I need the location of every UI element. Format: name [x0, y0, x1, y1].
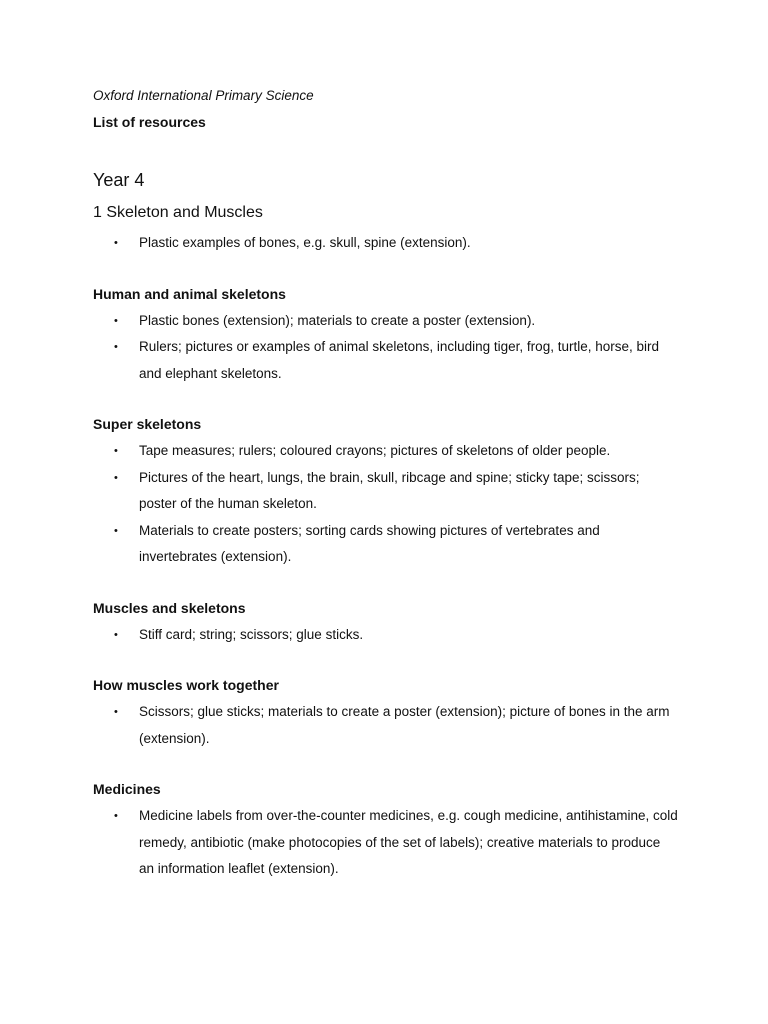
list-item [93, 230, 679, 257]
section-list [93, 803, 693, 883]
list-item [93, 334, 679, 387]
list-item [93, 465, 679, 518]
list-item-text: Plastic bones (extension); materials to create a poster (extension). [139, 312, 536, 328]
section-list [93, 622, 693, 649]
document-title: List of resources [93, 114, 206, 130]
section-heading-muscles-and-skeletons: Muscles and skeletons [93, 599, 246, 616]
section-list [93, 699, 693, 752]
bullet-icon: • [114, 237, 118, 249]
series-name: Oxford International Primary Science [93, 88, 314, 103]
list-item [93, 622, 679, 649]
year-heading: Year 4 [93, 170, 145, 190]
section-list [93, 438, 693, 571]
list-item-text: Medicine labels from over-the-counter medicines, e.g. cough medicine, antihistamine, cold remedy, antibiotic (make photocopies of the set of labels); creative materials to produce an information leaflet (extension). [139, 808, 678, 876]
intro-list [93, 230, 693, 257]
section-heading-super-skeletons: Super skeletons [93, 416, 202, 432]
bullet-icon: • [114, 445, 118, 457]
list-item [93, 699, 679, 752]
section-heading-how-muscles-work-together: How muscles work together [93, 677, 279, 693]
list-item-text: Plastic examples of bones, e.g. skull, spine (extension). [139, 235, 471, 250]
list-item-text: Scissors; glue sticks; materials to create a poster (extension); picture of bones in the arm (extension). [139, 704, 670, 746]
list-item [93, 308, 679, 335]
bullet-icon: • [114, 628, 118, 641]
list-item [93, 518, 679, 571]
bullet-icon: • [114, 810, 118, 822]
list-item-text: Stiff card; string; scissors; glue sticks. [139, 626, 364, 642]
bullet-icon: • [114, 471, 118, 484]
list-item [93, 803, 679, 883]
section-list [93, 308, 693, 388]
list-item-text: Rulers; pictures or examples of animal skeletons, including tiger, frog, turtle, horse, bird and elephant skeletons. [139, 339, 659, 381]
list-item-text: Tape measures; rulers; coloured crayons; pictures of skeletons of older people. [139, 443, 611, 458]
bullet-icon: • [114, 314, 118, 327]
section-heading-medicines: Medicines [93, 781, 161, 797]
list-item [93, 438, 679, 465]
list-item-text: Pictures of the heart, lungs, the brain, skull, ribcage and spine; sticky tape; scissors; poster of the human skeleton. [139, 469, 640, 511]
section-heading-human-and-animal-skeletons: Human and animal skeletons [93, 285, 286, 302]
bullet-icon: • [114, 706, 118, 718]
bullet-icon: • [114, 341, 118, 353]
resource-list [93, 230, 693, 883]
unit-heading: 1 Skeleton and Muscles [93, 204, 263, 221]
list-item-text: Materials to create posters; sorting cards showing pictures of vertebrates and invertebrates (extension). [139, 522, 600, 564]
bullet-icon: • [114, 524, 118, 537]
